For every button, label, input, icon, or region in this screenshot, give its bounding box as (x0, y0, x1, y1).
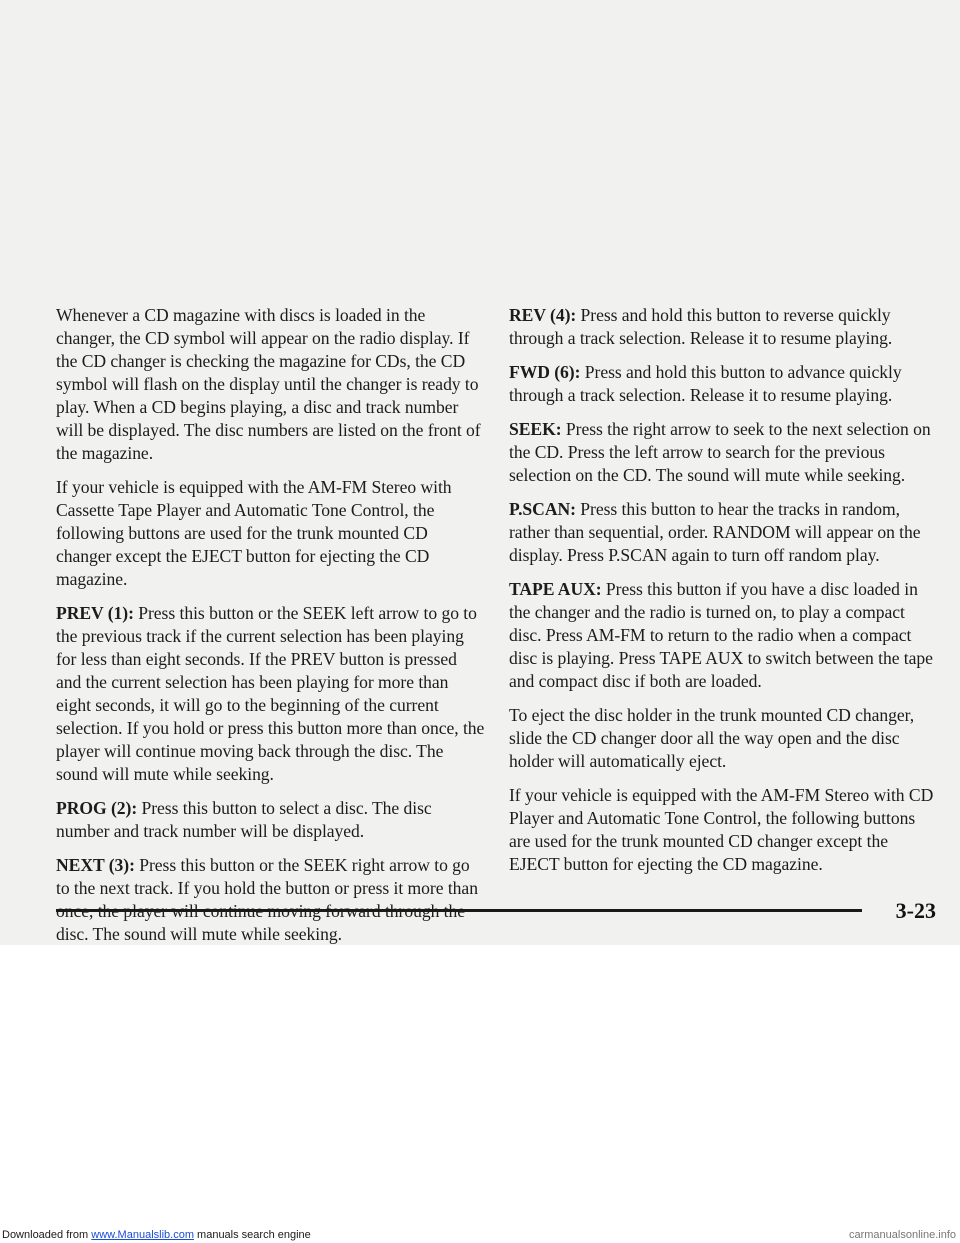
download-footer (0, 1226, 960, 1242)
page-footer-rule (56, 899, 936, 939)
paragraph-term: NEXT (3): (56, 855, 135, 875)
paragraph-text: To eject the disc holder in the trunk mounted CD changer, slide the CD changer door all the way open and the disc holder will automatically eject. (509, 705, 915, 771)
paragraph-pscan (509, 498, 934, 567)
horizontal-rule (56, 909, 862, 912)
footer-suffix: manuals search engine (193, 1229, 311, 1241)
paragraph-cd-player-intro (509, 784, 934, 876)
paragraph-text: If your vehicle is equipped with the AM-FM Stereo with Cassette Tape Player and Automatic Tone Control, the following buttons are used for the trunk mounted CD changer except the EJECT button for ejecting the CD magazine. (56, 477, 452, 589)
paragraph-text: Press this button or the SEEK left arrow to go to the previous track if the current selection has been playing for less than eight seconds. If the PREV button is pressed and the current selection has been playing for more than eight seconds, it will go to the beginning of the current selection. If you hold or press this button more than once, the player will continue moving back through the disc. The sound will mute while seeking. (56, 603, 485, 784)
paragraph-text: Press the right arrow to seek to the next selection on the CD. Press the left arrow to search for the previous selection on the CD. The sound will mute while seeking. (509, 419, 931, 485)
page-number: 3-23 (895, 898, 936, 923)
left-column (56, 304, 486, 957)
paragraph-rev (509, 304, 934, 350)
footer-prefix: Downloaded from (2, 1229, 92, 1241)
paragraph-text: Press this button to select a disc. The disc number and track number will be displayed. (56, 798, 432, 841)
paragraph-text: Press and hold this button to reverse quickly through a track selection. Release it to resume playing. (509, 305, 893, 348)
paragraph-term: PREV (1): (56, 603, 134, 623)
paragraph-term: REV (4): (509, 305, 577, 325)
footer-credit (2, 1227, 311, 1243)
manualslib-link[interactable]: www.Manualslib.com (91, 1229, 194, 1241)
paragraph-text: Press this button to hear the tracks in random, rather than sequential, order. RANDOM will appear on the display. Press P.SCAN again to turn off random play. (509, 499, 921, 565)
paragraph-tape-aux (509, 578, 934, 693)
paragraph-term: SEEK: (509, 419, 562, 439)
paragraph-term: TAPE AUX: (509, 579, 602, 599)
paragraph-term: PROG (2): (56, 798, 138, 818)
paragraph-prog (56, 797, 486, 843)
paragraph-text: Press this button if you have a disc loaded in the changer and the radio is turned on, to play a compact disc. Press AM-FM to return to the radio when a compact disc is playing. Press TAPE AUX to switch between the tape and compact disc if both are loaded. (509, 579, 933, 691)
paragraph-term: FWD (6): (509, 362, 581, 382)
paragraph-text: Press and hold this button to advance quickly through a track selection. Release it to resume playing. (509, 362, 902, 405)
paragraph-text: If your vehicle is equipped with the AM-FM Stereo with CD Player and Automatic Tone Control, the following buttons are used for the trunk mounted CD changer except the EJECT button for ejecting the CD magazine. (509, 785, 934, 874)
paragraph-prev (56, 602, 486, 786)
paragraph-text: Press this button or the SEEK right arrow to go to the next track. If you hold the button or press it more than disc. The sound will mute while seeking. (56, 855, 478, 944)
paragraph-fwd (509, 361, 934, 407)
watermark-text: carmanualsonline.info (848, 1229, 956, 1241)
paragraph-cd-magazine (56, 304, 486, 465)
paragraph-term: P.SCAN: (509, 499, 576, 519)
paragraph-text: Whenever a CD magazine with discs is loaded in the changer, the CD symbol will appear on the radio display. If the CD changer is checking the magazine for CDs, the CD symbol will flash on the display until the changer is ready to play. When a CD begins playing, a disc and track number will be displayed. The disc numbers are listed on the front of the magazine. (56, 305, 481, 463)
paragraph-eject (509, 704, 934, 773)
paragraph-seek (509, 418, 934, 487)
right-column (509, 304, 934, 887)
paragraph-cassette-intro (56, 476, 486, 591)
